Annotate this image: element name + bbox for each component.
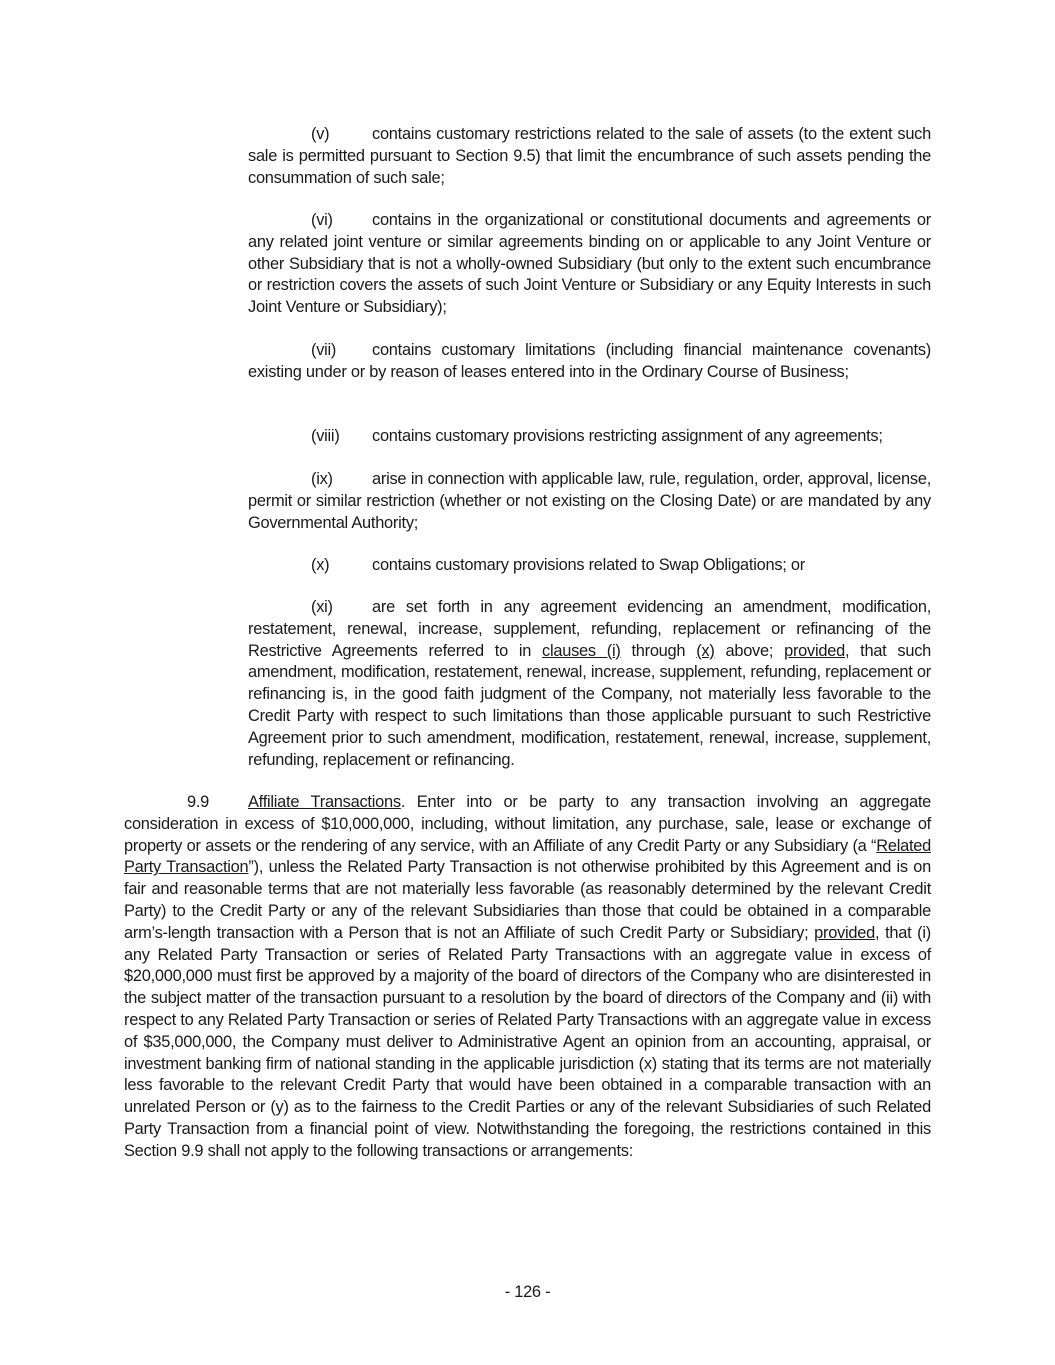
- clause-vii: [248, 340, 931, 384]
- clause-text: contains in the organizational or constitutional documents and agreements or any related joint venture or similar agreements binding on or applicable to any Joint Venture or other Subsidiary that is not a wholly-owned Subsidiary (but only to the extent such encumbrance or restriction covers the assets of such Joint Venture or Subsidiary or any Equity Interests in such Joint Venture or Subsidiary);: [248, 211, 931, 317]
- clause-number: (x): [311, 556, 330, 574]
- clause-viii: [248, 426, 931, 448]
- clause-number: (vii): [311, 341, 337, 359]
- clause-number: (viii): [311, 427, 340, 445]
- clauses-i-reference: clauses (i): [542, 641, 621, 660]
- page-number: - 126 -: [504, 1283, 551, 1301]
- section-text: ”), unless the Related Party Transaction is not otherwise prohibited by this Agreement and is on fair and reasonable terms that are not materially less favorable (as reasonably determined by the relevant Credit Party) to the Credit Party or any of the relevant Subsidiaries than those that could be obtained in a comparable arm’s-length transaction with a Person that is not an Affiliate of such Credit Party or Subsidiary;: [124, 858, 931, 942]
- clause-text: contains customary provisions related to Swap Obligations; or: [372, 556, 805, 574]
- section-text: , that (i) any Related Party Transaction or series of Related Party Transactions with an aggregate value in excess of $20,000,000 must first be approved by a majority of the board of directors of the Company who are disinterested in the subject matter of the transaction pursuant to a resolution by the board of directors of the Company and (ii) with respect to any Related Party Transaction or series of Related Party Transactions with an aggregate value in excess of $35,000,000, the Company must deliver to Administrative Agent an opinion from an accounting, appraisal, or investment banking firm of national standing in the applicable jurisdiction (x) stating that its terms are not materially less favorable to the relevant Credit Party that would have been obtained in a comparable transaction with an unrelated Person or (y) as to the fairness to the Credit Parties or any of the relevant Subsidiaries of such Related Party Transaction from a financial point of view. Notwithstanding the foregoing, the restrictions contained in this Section 9.9 shall not apply to the following transactions or arrangements:: [124, 923, 931, 1160]
- clause-text: through: [620, 641, 697, 660]
- defined-term: Related Party Transaction: [124, 836, 931, 877]
- clause-vi: [248, 210, 931, 319]
- clause-text: contains customary limitations (including financial maintenance covenants) existing under or by reason of leases entered into in the Ordinary Course of Business;: [248, 341, 931, 381]
- clause-text: arise in connection with applicable law, rule, regulation, order, approval, license, permit or similar restriction (whether or not existing on the Closing Date) or are mandated by any Governmental Authority;: [248, 470, 931, 532]
- clause-text: , that such amendment, modification, restatement, renewal, increase, supplement, refunding, replacement or refinancing is, in the good faith judgment of the Company, not materially less favorable to the Credit Party with respect to such limitations than those applicable pursuant to such Restrictive Agreement prior to such amendment, modification, restatement, renewal, increase, supplement, refunding, replacement or refinancing.: [248, 641, 932, 769]
- provided-term: provided: [784, 641, 845, 660]
- clause-text: above;: [714, 641, 785, 660]
- provided-term: provided: [814, 923, 876, 942]
- clause-number: (vi): [311, 211, 333, 229]
- clause-text: contains customary provisions restricting assignment of any agreements;: [372, 427, 883, 445]
- section-title: Affiliate Transactions: [248, 793, 401, 811]
- clause-x: [248, 555, 931, 577]
- clause-number: (ix): [311, 470, 333, 488]
- clause-x-reference: (x): [696, 641, 715, 660]
- clause-number: (v): [311, 125, 330, 143]
- section-9-9: [124, 792, 931, 1163]
- section-text: . Enter into or be party to any transaction involving an aggregate consideration in excess of $10,000,000, including, without limitation, any purchase, sale, lease or exchange of property or assets or the rendering of any service, with an Affiliate of any Credit Party or any Subsidiary (a “: [124, 793, 931, 855]
- clause-text: are set forth in any agreement evidencing an amendment, modification, restatement, renewal, increase, supplement, refunding, replacement or refinancing of the Restrictive Agreements referred to in: [248, 598, 931, 660]
- clause-text: contains customary restrictions related to the sale of assets (to the extent such sale is permitted pursuant to Section 9.5) that limit the encumbrance of such assets pending the consummation of such sale;: [248, 125, 931, 187]
- clause-v: [248, 124, 931, 189]
- clause-number: (xi): [311, 598, 333, 616]
- clause-ix: [248, 469, 931, 534]
- clause-xi: [248, 597, 931, 771]
- section-number: 9.9: [187, 793, 210, 811]
